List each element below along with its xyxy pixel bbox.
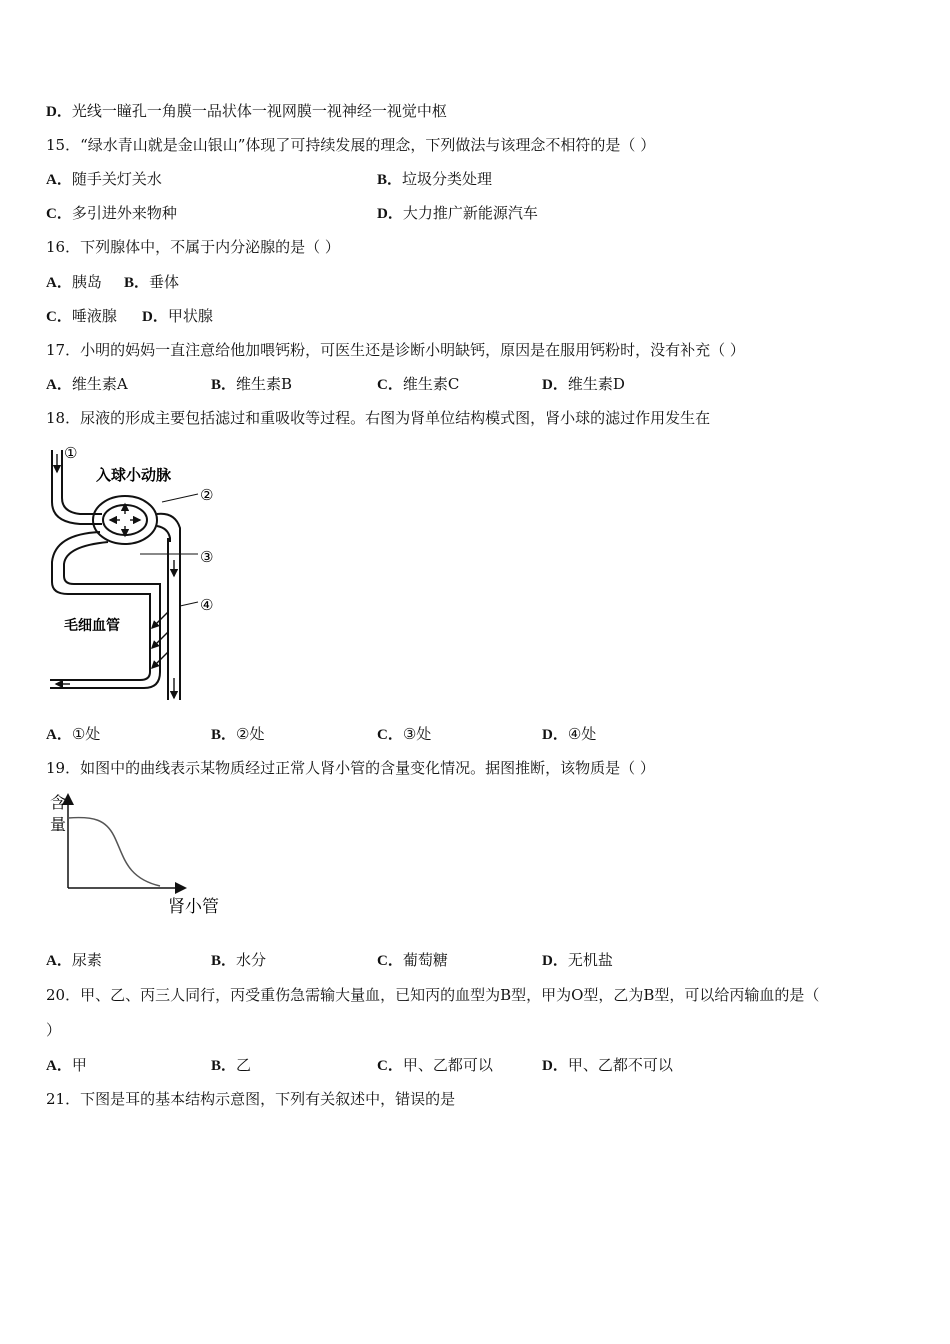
q18-stem: 18．尿液的形成主要包括滤过和重吸收等过程。右图为肾单位结构模式图，肾小球的滤过作用发生在 xyxy=(46,409,711,427)
y-axis-label-char1: 含 xyxy=(50,793,67,812)
q20-stem: 20．甲、乙、丙三人同行，丙受重伤急需输大量血，已知丙的血型为B型，甲为O型，乙为B型，可以给丙输血的是（ xyxy=(46,986,820,1004)
option-text: 维生素A xyxy=(71,375,128,393)
option-text: 乙 xyxy=(236,1056,252,1074)
q19-option-b[interactable] xyxy=(211,950,266,971)
q20-option-b[interactable] xyxy=(211,1055,251,1076)
concentration-curve xyxy=(68,818,160,886)
option-letter: A． xyxy=(46,727,72,743)
option-text: ③处 xyxy=(402,725,432,743)
option-letter: D． xyxy=(542,727,568,743)
q15-option-d[interactable] xyxy=(377,203,538,224)
option-letter: C． xyxy=(377,377,403,393)
q16-option-b[interactable] xyxy=(124,272,179,293)
q19-stem: 19．如图中的曲线表示某物质经过正常人肾小管的含量变化情况。据图推断，该物质是（ ） xyxy=(46,759,655,777)
option-letter: D． xyxy=(46,104,72,120)
option-text: 随手关灯关水 xyxy=(71,170,162,188)
option-letter: B． xyxy=(211,727,237,743)
marker-4: ④ xyxy=(200,596,214,614)
option-text: ④处 xyxy=(567,725,597,743)
option-letter: A． xyxy=(46,953,72,969)
option-letter: C． xyxy=(377,727,403,743)
option-text: 维生素C xyxy=(402,375,460,393)
q15-stem: 15．“绿水青山就是金山银山”体现了可持续发展的理念，下列做法与该理念不相符的是（ ） xyxy=(46,136,656,154)
option-letter: C． xyxy=(377,953,403,969)
option-letter: D． xyxy=(542,1058,568,1074)
option-letter: A． xyxy=(46,1058,72,1074)
option-text: ②处 xyxy=(236,725,265,743)
q15-option-c[interactable] xyxy=(46,203,177,224)
q16-option-d[interactable] xyxy=(142,306,213,327)
option-text: 垃圾分类处理 xyxy=(402,170,493,188)
y-axis-label-char2: 量 xyxy=(50,815,67,834)
option-letter: D． xyxy=(377,206,403,222)
label-afferent-arteriole: 入球小动脉 xyxy=(96,466,172,484)
option-text: 甲 xyxy=(71,1056,87,1074)
option-text: ①处 xyxy=(71,725,101,743)
label-capillary: 毛细血管 xyxy=(64,618,120,634)
option-text: 甲、乙都不可以 xyxy=(567,1056,673,1074)
option-letter: C． xyxy=(377,1058,403,1074)
q18-option-a[interactable] xyxy=(46,724,100,745)
q17-option-a[interactable] xyxy=(46,374,128,395)
option-text: 水分 xyxy=(236,951,267,969)
q15-option-b[interactable] xyxy=(377,169,492,190)
q17-option-d[interactable] xyxy=(542,374,625,395)
option-text: 多引进外来物种 xyxy=(71,204,177,222)
q20-option-d[interactable] xyxy=(542,1055,673,1076)
concentration-curve-figure xyxy=(44,790,234,920)
q15-option-a[interactable] xyxy=(46,169,162,190)
option-letter: C． xyxy=(46,206,72,222)
q20-option-c[interactable] xyxy=(377,1055,493,1076)
option-letter: B． xyxy=(124,275,150,291)
q17-option-b[interactable] xyxy=(211,374,292,395)
q16-option-a[interactable] xyxy=(46,272,102,293)
q18-option-b[interactable] xyxy=(211,724,264,745)
q19-option-d[interactable] xyxy=(542,950,613,971)
option-letter: B． xyxy=(211,953,237,969)
q16-stem: 16．下列腺体中，不属于内分泌腺的是（ ） xyxy=(46,238,340,256)
option-letter: A． xyxy=(46,377,72,393)
nephron-diagram xyxy=(40,442,240,708)
option-text: 胰岛 xyxy=(71,273,102,291)
option-text: 维生素D xyxy=(567,375,625,393)
x-axis-label: 肾小管 xyxy=(168,897,219,917)
option-letter: D． xyxy=(142,309,168,325)
option-text: 维生素B xyxy=(236,375,293,393)
option-letter: B． xyxy=(377,172,403,188)
option-letter: B． xyxy=(211,1058,237,1074)
option-letter: A． xyxy=(46,275,72,291)
option-letter: A． xyxy=(46,172,72,188)
q17-option-c[interactable] xyxy=(377,374,459,395)
option-text: 唾液腺 xyxy=(71,307,117,325)
option-letter: D． xyxy=(542,953,568,969)
marker-2: ② xyxy=(200,486,214,504)
q20-option-a[interactable] xyxy=(46,1055,87,1076)
q14-option-d[interactable] xyxy=(46,101,447,122)
q21-stem: 21．下图是耳的基本结构示意图，下列有关叙述中，错误的是 xyxy=(46,1090,456,1108)
q18-option-c[interactable] xyxy=(377,724,431,745)
option-text: 无机盐 xyxy=(567,951,613,969)
option-letter: B． xyxy=(211,377,237,393)
marker-3: ③ xyxy=(200,548,214,566)
option-text: 光线一瞳孔一角膜一品状体一视网膜一视神经一视觉中枢 xyxy=(71,102,447,120)
option-letter: D． xyxy=(542,377,568,393)
option-text: 葡萄糖 xyxy=(402,951,448,969)
q20-stem-cont: ） xyxy=(46,1021,62,1039)
q19-option-a[interactable] xyxy=(46,950,102,971)
q18-option-d[interactable] xyxy=(542,724,596,745)
option-text: 甲、乙都可以 xyxy=(402,1056,493,1074)
option-letter: C． xyxy=(46,309,72,325)
marker-1: ① xyxy=(64,444,78,462)
option-text: 甲状腺 xyxy=(167,307,213,325)
q19-option-c[interactable] xyxy=(377,950,448,971)
q17-stem: 17．小明的妈妈一直注意给他加喂钙粉，可医生还是诊断小明缺钙，原因是在服用钙粉时，没有补充（ ） xyxy=(46,341,745,359)
option-text: 垂体 xyxy=(149,273,180,291)
option-text: 尿素 xyxy=(71,951,102,969)
q16-option-c[interactable] xyxy=(46,306,117,327)
option-text: 大力推广新能源汽车 xyxy=(402,204,538,222)
